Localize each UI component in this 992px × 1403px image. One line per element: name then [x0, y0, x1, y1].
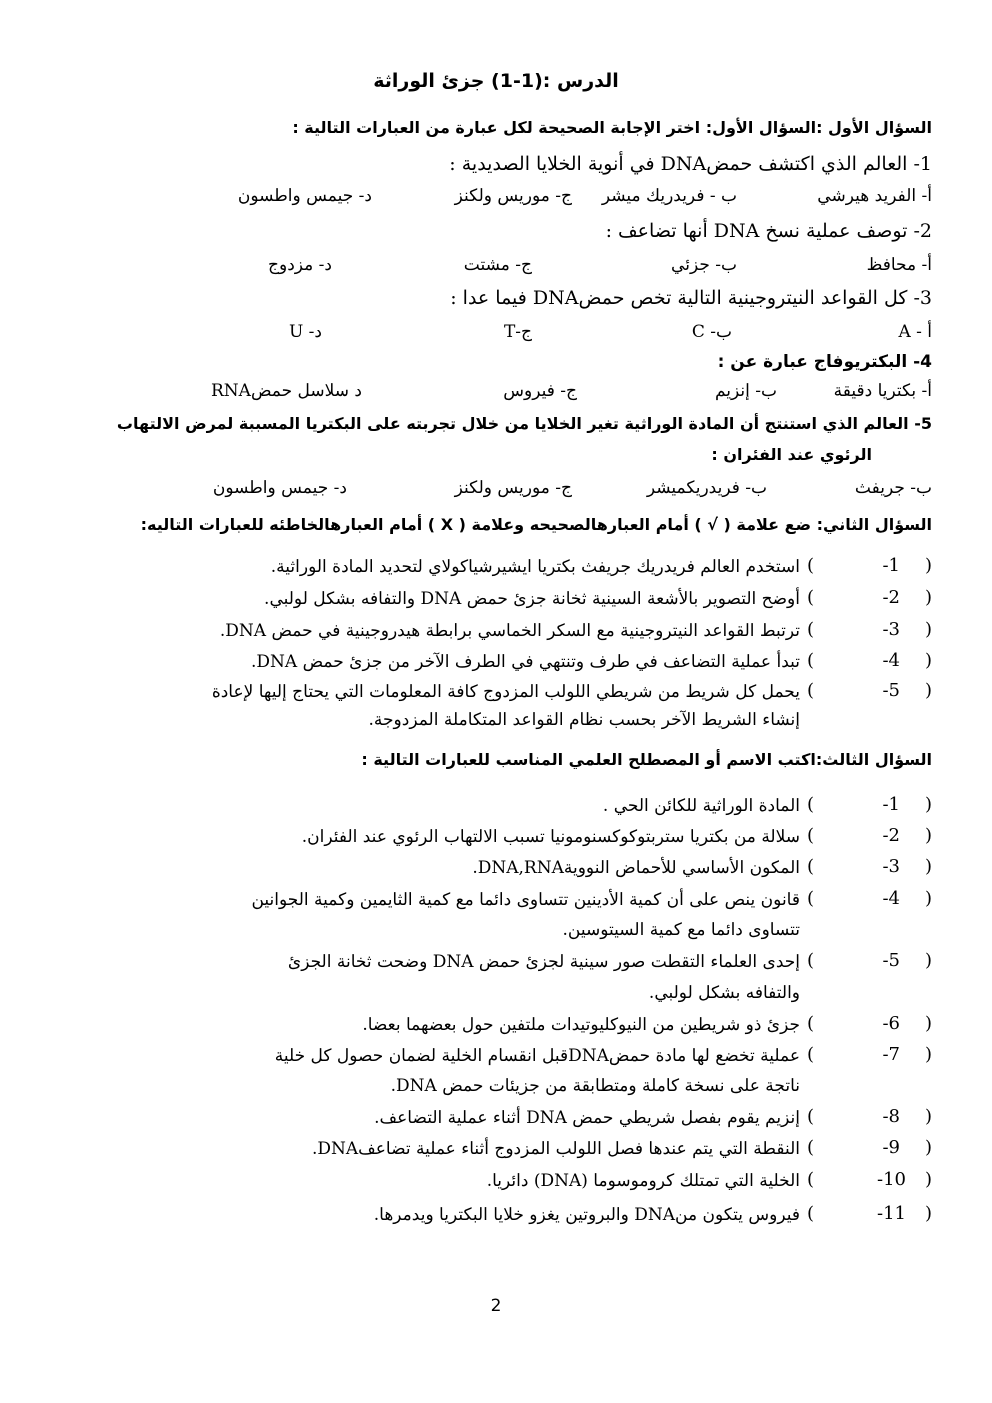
answer-paren-close[interactable]: ) [806, 794, 814, 815]
q1-item-3-option-b[interactable]: ب- C [691, 322, 732, 342]
q3-row-6-text: جزئ ذو شريطين من النيوكليوتيدات ملتفين حول بعضهما بعضا. [362, 1015, 800, 1035]
q3-heading: السؤال الثالث:اكتب الاسم أو المصطلح العلمي المناسب للعبارات التالية : [361, 750, 932, 769]
q3-row-9-num: 9- [882, 1137, 900, 1158]
q3-row-7 [60, 1044, 932, 1070]
q1-item-4-option-c[interactable]: ج- فيروس [503, 381, 577, 401]
q1-item-4 [718, 350, 932, 374]
q1-item-1-option-c[interactable]: ج- موريس ولكنز [454, 186, 572, 206]
q1-item-4-num: 4- [913, 352, 932, 372]
q3-row-1 [60, 794, 932, 820]
q2-row-4-text: تبدأ عملية التضاعف في طرف وتنتهي في الطرف الآخر من جزئ حمض DNA. [251, 652, 800, 672]
q1-item-2-options [100, 253, 932, 277]
q1-item-1 [449, 152, 932, 176]
answer-paren-open: ( [924, 680, 932, 701]
q3-row-5-continued [60, 981, 932, 1007]
q3-row-8-num: 8- [882, 1106, 900, 1127]
q1-item-3-option-a[interactable]: أ - A [898, 322, 932, 342]
q1-item-3-option-d[interactable]: د- U [288, 322, 322, 342]
q1-item-2-option-b[interactable]: ب- جزئي [671, 255, 737, 275]
answer-paren-open: ( [924, 1013, 932, 1034]
answer-paren-open: ( [924, 794, 932, 815]
q3-row-10-text: الخلية التي تمتلك كروموسوما (DNA) دائريا. [486, 1171, 800, 1191]
q3-row-5-text-continued: والتفافه بشكل لولبي. [648, 983, 800, 1003]
q2-row-5-text: يحمل كل شريط من شريطي اللولب المزدوج كافة المعلومات التي يحتاج إليها لإعادة [211, 682, 800, 702]
page-number: 2 [490, 1296, 502, 1316]
q1-item-5-option-a[interactable]: ب- جريفث [854, 478, 932, 498]
q1-item-2 [606, 219, 932, 243]
answer-paren-open: ( [924, 555, 932, 576]
q1-item-5-text-continued: الرئوي عند الفئران : [711, 445, 872, 464]
answer-paren-close[interactable]: ) [806, 825, 814, 846]
q2-row-4 [60, 650, 932, 676]
q3-row-4-text-continued: تتساوى دائما مع كمية السيتوسين. [562, 920, 800, 940]
answer-paren-open: ( [924, 856, 932, 877]
q3-row-2-num: 2- [882, 825, 900, 846]
q1-item-1-text: العالم الذي اكتشف حمضDNA في أنوية الخلايا الصديدية : [449, 153, 908, 175]
q3-row-2 [60, 825, 932, 851]
q3-row-9 [60, 1137, 932, 1163]
answer-paren-close[interactable]: ) [806, 1106, 814, 1127]
answer-paren-close[interactable]: ) [806, 1044, 814, 1065]
q2-row-3 [60, 619, 932, 645]
q1-item-3-option-c[interactable]: ج-T [503, 322, 532, 342]
q3-row-4-num: 4- [882, 888, 900, 909]
answer-paren-close[interactable]: ) [806, 587, 814, 608]
q3-row-5-text: إحدى العلماء التقطت صور سينية لجزئ حمض DNA وضحت ثخانة الجزئ [287, 952, 800, 972]
q1-item-2-option-c[interactable]: ج- مشتت [463, 255, 532, 275]
q3-row-4 [60, 888, 932, 914]
q3-row-5-num: 5- [882, 950, 900, 971]
answer-paren-close[interactable]: ) [806, 650, 814, 671]
q2-row-5 [60, 680, 932, 706]
answer-paren-close[interactable]: ) [806, 1203, 814, 1224]
q3-row-4-continued [60, 918, 932, 944]
answer-paren-open: ( [924, 650, 932, 671]
q2-row-5-text-continued: إنشاء الشريط الآخر بحسب نظام القواعد المتكاملة المزدوجة. [368, 710, 800, 730]
q2-row-2-text: أوضح التصوير بالأشعة السينية ثخانة جزئ حمض DNA والتفافه بشكل لولبي. [264, 589, 800, 609]
answer-paren-open: ( [924, 950, 932, 971]
answer-paren-close[interactable]: ) [806, 1137, 814, 1158]
q1-item-1-option-a[interactable]: أ- الفريد هيرشي [817, 186, 932, 206]
q1-item-1-option-b[interactable]: ب - فريدريك ميشر [601, 186, 737, 206]
q3-row-10 [60, 1169, 932, 1195]
q1-item-5 [117, 412, 932, 436]
q3-row-3-num: 3- [882, 856, 900, 877]
q1-item-4-option-a[interactable]: أ- بكتريا دقيقة [833, 381, 932, 401]
answer-paren-open: ( [924, 1137, 932, 1158]
q1-item-4-options [100, 379, 932, 403]
answer-paren-close[interactable]: ) [806, 856, 814, 877]
q3-row-8 [60, 1106, 932, 1132]
q2-row-2 [60, 587, 932, 613]
q1-heading: السؤال الأول :السؤال الأول: اختر الإجابة الصحيحة لكل عبارة من العبارات التالية : [292, 118, 932, 137]
q1-item-2-text: توصف عملية نسخ DNA أنها تضاعف : [605, 220, 908, 242]
answer-paren-close[interactable]: ) [806, 619, 814, 640]
q2-row-1-num: 1- [882, 555, 900, 576]
answer-paren-open: ( [924, 1203, 932, 1224]
q1-item-3-text: كل القواعد النيتروجينية التالية تخص حمضDNA فيما عدا : [450, 287, 908, 309]
answer-paren-open: ( [924, 1044, 932, 1065]
q1-item-2-num: 2- [913, 220, 932, 242]
answer-paren-close[interactable]: ) [806, 680, 814, 701]
q1-item-5-text: العالم الذي استنتج أن المادة الوراثية تغير الخلايا من خلال تجربته على البكتريا المسببة لمرض الالتهاب [116, 414, 909, 433]
q3-row-5 [60, 950, 932, 976]
q1-item-4-option-d[interactable]: د سلاسل حمضRNA [210, 381, 362, 401]
q3-row-3 [60, 856, 932, 882]
q2-row-1 [60, 555, 932, 581]
answer-paren-open: ( [924, 1106, 932, 1127]
lesson-title: الدرس :(1-1) جزئ الوراثة [373, 70, 619, 92]
q2-row-5-num: 5- [882, 680, 900, 701]
q1-item-2-option-d[interactable]: د- مزدوج [268, 255, 332, 275]
q3-row-9-text: النقطة التي يتم عندها فصل اللولب المزدوج أثناء عملية تضاعفDNA. [311, 1139, 800, 1159]
q3-row-6-num: 6- [882, 1013, 900, 1034]
q2-heading: السؤال الثاني: ضع علامة ( √ ) أمام العبارهالصحيحه وعلامة ( X ) أمام العبارهالخاطئه للعبارات التاليه: [140, 515, 932, 534]
q2-row-3-num: 3- [882, 619, 900, 640]
q3-row-10-num: 10- [877, 1169, 906, 1190]
q3-row-2-text: سلالة من بكتريا ستربتوكوكسنومونيا تسبب الالتهاب الرئوي عند الفئران. [301, 827, 800, 847]
q1-item-3-num: 3- [913, 287, 932, 309]
answer-paren-open: ( [924, 1169, 932, 1190]
q1-item-3-options [100, 320, 932, 344]
answer-paren-open: ( [924, 888, 932, 909]
q3-row-1-num: 1- [882, 794, 900, 815]
q1-item-2-option-a[interactable]: أ- محافظ [866, 255, 932, 275]
q2-row-2-num: 2- [882, 587, 900, 608]
q3-row-11 [60, 1203, 932, 1229]
answer-paren-open: ( [924, 619, 932, 640]
q1-item-1-options [100, 184, 932, 208]
answer-paren-close[interactable]: ) [806, 1013, 814, 1034]
q1-item-5-options [100, 476, 932, 500]
q2-row-1-text: استخدم العالم فريدريك جريفث بكتريا ايشيرشياكولاي لتحديد المادة الوراثية. [270, 557, 800, 577]
q3-row-11-num: 11- [877, 1203, 906, 1224]
q1-item-5-num: 5- [914, 414, 932, 433]
q2-row-5-continued [60, 708, 932, 734]
answer-paren-close[interactable]: ) [806, 555, 814, 576]
q3-row-3-text: المكون الأساسي للأحماض النوويةDNA,RNA. [472, 858, 800, 878]
q1-item-4-option-b[interactable]: ب- إنزيم [714, 381, 777, 401]
q3-row-4-text: قانون ينص على أن كمية الأدينين تتساوى دائما مع كمية الثايمين وكمية الجوانين [251, 890, 800, 910]
answer-paren-open: ( [924, 825, 932, 846]
q3-row-7-num: 7- [882, 1044, 900, 1065]
q1-item-4-text: البكتريوفاج عبارة عن : [717, 352, 908, 372]
q3-row-1-text: المادة الوراثية للكائن الحي . [602, 796, 800, 816]
q3-row-7-continued [60, 1074, 932, 1100]
q3-row-11-text: فيروس يتكون منDNA والبروتين يغزو خلايا البكتريا ويدمرها. [373, 1205, 800, 1225]
q1-item-1-option-d[interactable]: د- جيمس واطسون [237, 186, 372, 206]
q3-row-7-text-continued: ناتجة على نسخة كاملة ومتطابقة من جزيئات حمض DNA. [390, 1076, 800, 1096]
q1-item-1-num: 1- [913, 153, 932, 175]
q3-row-8-text: إنزيم يقوم بفصل شريطي حمض DNA أثناء عملية التضاعف. [374, 1108, 800, 1128]
q2-row-3-text: ترتبط القواعد النيتروجينية مع السكر الخماسي برابطة هيدروجينية في حمض DNA. [219, 621, 800, 641]
q3-row-7-text: عملية تخضع لها مادة حمضDNAقبل انقسام الخلية لضمان حصول كل خلية [274, 1046, 800, 1066]
q1-item-5-option-c[interactable]: ج- موريس ولكنز [454, 478, 572, 498]
q3-row-6 [60, 1013, 932, 1039]
q1-item-5-option-b[interactable]: ب- فريدريكميشر [646, 478, 767, 498]
answer-paren-close[interactable]: ) [806, 1169, 814, 1190]
answer-paren-open: ( [924, 587, 932, 608]
answer-paren-close[interactable]: ) [806, 888, 814, 909]
answer-paren-close[interactable]: ) [806, 950, 814, 971]
q2-row-4-num: 4- [882, 650, 900, 671]
q1-item-5-option-d[interactable]: د- جيمس واطسون [212, 478, 347, 498]
q1-item-3 [450, 286, 932, 310]
